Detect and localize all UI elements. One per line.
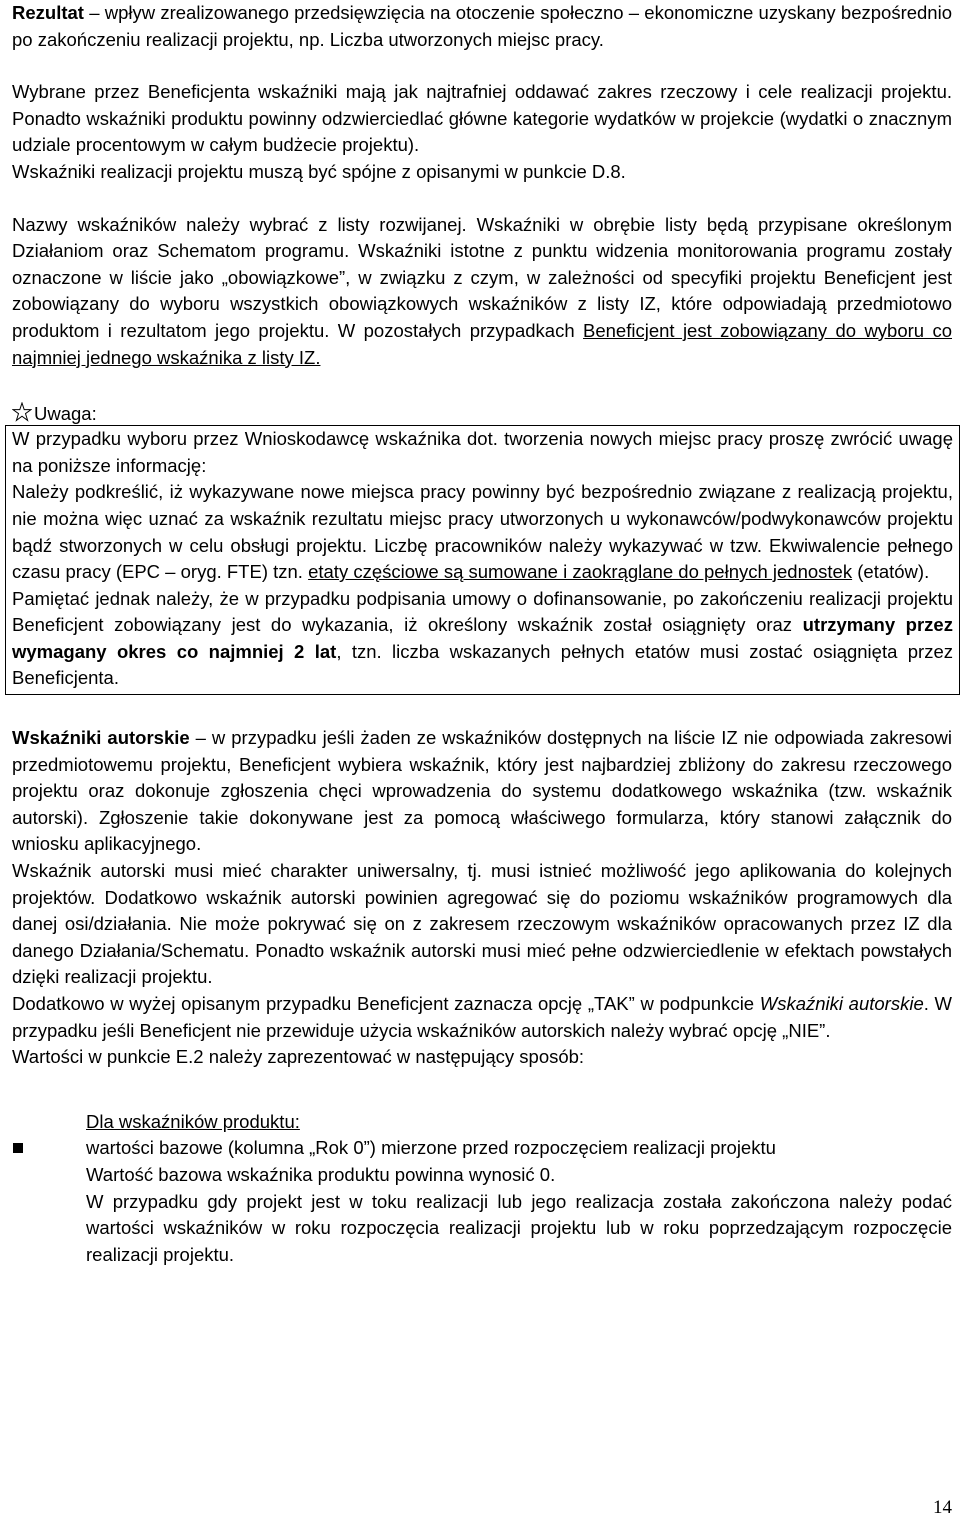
note-title: Uwaga: <box>34 403 97 425</box>
bullet-icon <box>13 1143 23 1153</box>
paragraph-e2-values: Wartości w punkcie E.2 należy zaprezentować w następujący sposób: <box>12 1046 585 1068</box>
list-item-line3: W przypadku gdy projekt jest w toku realizacji lub jego realizacja została zakończona należy podać wartości wskaźników w roku rozpoczęcia realizacji projektu lub w roku poprzedzającym rozpoczęcie realizacji projektu. <box>86 1190 952 1265</box>
list-item <box>12 1135 952 1268</box>
note-fte-after: (etatów). <box>852 561 930 583</box>
paragraph-universal: Wskaźnik autorski musi mieć charakter uniwersalny, tj. musi istnieć możliwość jego aplikowania do kolejnych projektów. Dodatkowo wskaźnik autorski powinien agregować się do poziomu wskaźników programowych dla danej osi/działania. Nie może pokrywać się on z zakresem rzeczowym wskaźników opracowanych przez IZ dla danego Działania/Schematu. Ponadto wskaźnik autorski musi mieć pełne odzwierciedlenie w efektach powstałych dzięki realizacji projektu. <box>12 860 952 988</box>
note-maintenance <box>12 586 953 692</box>
list-item-line1: wartości bazowe (kolumna „Rok 0”) mierzone przed rozpoczęciem realizacji projektu <box>86 1137 776 1159</box>
list-title: Dla wskaźników produktu: <box>86 1110 300 1132</box>
note-fte-text: Należy podkreślić, iż wykazywane nowe miejsca pracy powinny być bezpośrednio związane z realizacją projektu, nie można więc uznać za wskaźnik rezultatu miejsc pracy utworzonych u wykonawców/podwykonawców projektu bądź stworzonych w celu obsługi projektu. Liczbę pracowników należy wykazywać w tzw. Ekwiwalencie pełnego czasu pracy (EPC – oryg. FTE) tzn. <box>12 481 953 583</box>
paragraph-indicator-names <box>12 212 952 372</box>
indicator-names-text: Nazwy wskaźników należy wybrać z listy rozwijanej. Wskaźniki w obrębie listy będą przypisane określonym Działaniom oraz Schematom programu. Wskaźniki istotne z punktu widzenia monitorowania programu zostały oznaczone w liście jako „obowiązkowe”, w związku z czym, w zależności od specyfiki projektu Beneficjent jest zobowiązany do wyboru wszystkich obowiązkowych wskaźników z listy IZ, które odpowiadają przedmiotowo produktom i rezultatom jego projektu. W pozostałych przypadkach <box>12 213 952 341</box>
note-box <box>5 403 960 695</box>
note-maintenance-bold: utrzymany przez wymagany okres co najmniej 2 lat <box>12 614 953 662</box>
note-fte-underlined: etaty częściowe są sumowane i zaokrąglane do pełnych jednostek <box>308 561 853 583</box>
section-custom-indicators <box>12 725 952 1071</box>
term-custom-indicators: Wskaźniki autorskie <box>12 727 190 749</box>
paragraph-option-tak <box>12 991 952 1044</box>
rezultat-definition: – wpływ zrealizowanego przedsięwzięcia na otoczenie społeczno – ekonomiczne uzyskany bezpośrednio po zakończeniu realizacji projektu, np. Liczba utworzonych miejsc pracy. <box>12 2 952 50</box>
document-page <box>12 0 952 1268</box>
indicator-names-underlined: Beneficjent jest zobowiązany do wyboru co najmniej jednego wskaźnika z listy IZ. <box>12 319 953 368</box>
note-fte <box>12 479 953 585</box>
term-rezultat: Rezultat <box>12 2 84 23</box>
paragraph-custom-indicators <box>12 725 952 858</box>
custom-indicators-text: – w przypadku jeśli żaden ze wskaźników dostępnych na liście IZ nie odpowiada zakresowi przedmiotowemu projektu, Beneficjent wybiera wskaźnik, który jest najbardziej zbliżony do zakresu rzeczowego projektu oraz dokonuje zgłoszenia chęci wprowadzenia do systemu dodatkowego wskaźnika (tzw. wskaźnik autorski). Zgłoszenie takie dokonywane jest za pomocą właściwego formularza, który stanowi załącznik do wniosku aplikacyjnego. <box>12 727 952 855</box>
page-number: 14 <box>933 1497 952 1518</box>
note-maintenance-after: , tzn. liczba wskazanych pełnych etatów musi zostać osiągnięta przez Beneficjenta. <box>12 640 953 689</box>
note-header <box>12 402 97 426</box>
star-icon <box>12 402 32 422</box>
list-item-line2: Wartość bazowa wskaźnika produktu powinna wynosić 0. <box>86 1163 556 1185</box>
note-maintenance-text: Pamiętać jednak należy, że w przypadku podpisania umowy o dofinansowanie, po zakończeniu realizacji projektu Beneficjent zobowiązany jest do wykazania, iż określony wskaźnik został osiągnięty oraz <box>12 587 953 636</box>
option-tak-after: . W przypadku jeśli Beneficjent nie przewiduje użycia wskaźników autorskich należy wybrać opcję „NIE”. <box>12 993 952 1041</box>
paragraph-indicators-selection: Wybrane przez Beneficjenta wskaźniki mają jak najtrafniej oddawać zakres rzeczowy i cele realizacji projektu. Ponadto wskaźniki produktu powinny odzwierciedlać główne kategorie wydatków w projekcie (wydatki o znacznym udziale procentowym w całym budżecie projektu). <box>12 81 952 156</box>
paragraph-rezultat <box>12 0 952 53</box>
paragraph-consistency: Wskaźniki realizacji projektu muszą być spójne z opisanymi w punkcie D.8. <box>12 160 626 182</box>
option-tak-text: Dodatkowo w wyżej opisanym przypadku Beneficjent zaznacza opcję „TAK” w podpunkcie <box>12 993 760 1014</box>
note-intro: W przypadku wyboru przez Wnioskodawcę wskaźnika dot. tworzenia nowych miejsc pracy proszę zwrócić uwagę na poniższe informację: <box>12 428 953 476</box>
option-tak-italic: Wskaźniki autorskie <box>759 993 924 1014</box>
